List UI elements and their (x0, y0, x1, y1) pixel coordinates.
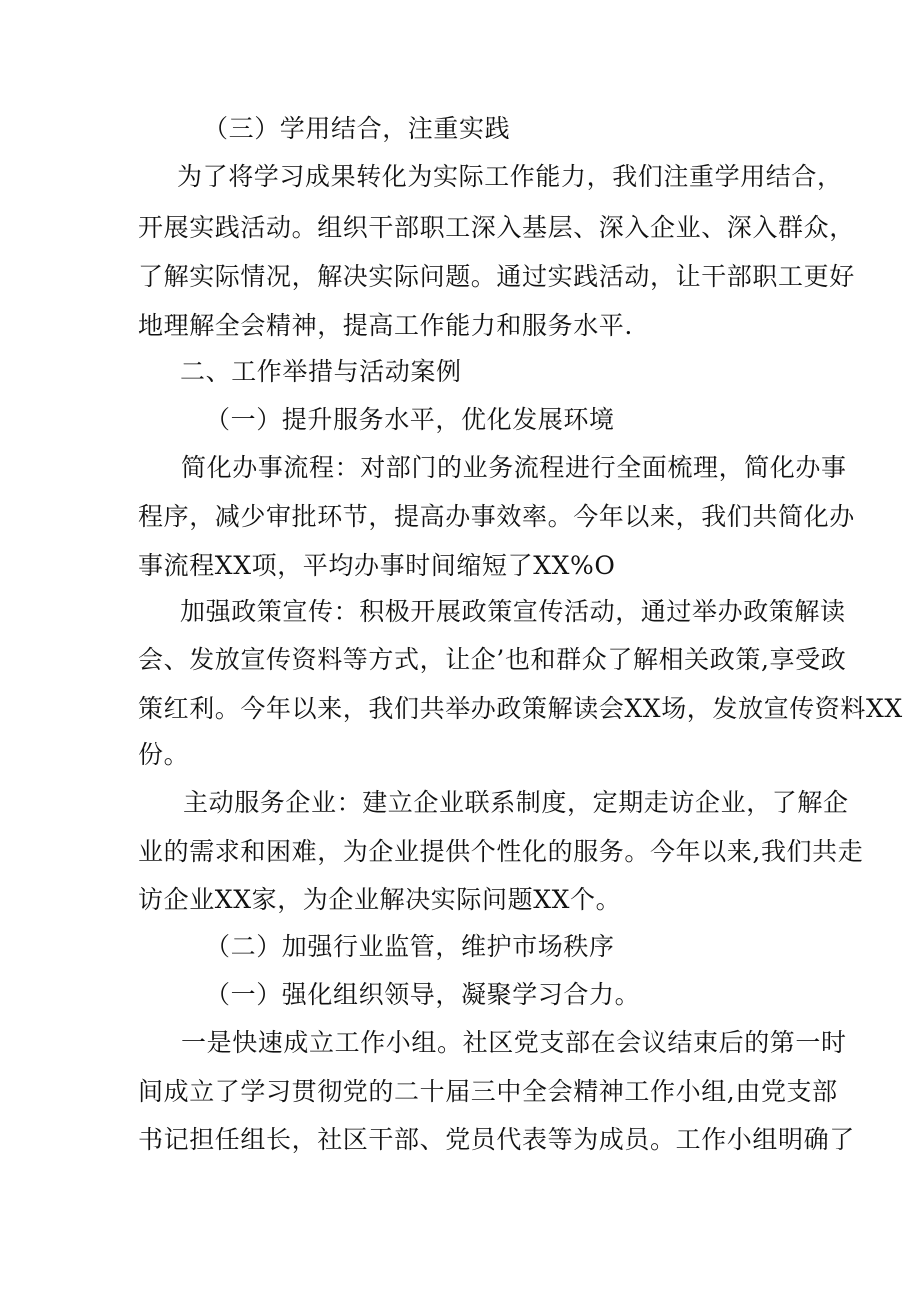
paragraph-line: 主动服务企业：建立企业联系制度，定期走访企业，了解企 (183, 788, 849, 817)
paragraph-line: 地理解全会精神，提高工作能力和服务水平. (138, 311, 633, 340)
paragraph-line: 了解实际情况，解决实际问题。通过实践活动，让干部职工更好 (138, 262, 855, 291)
subheading-service-level: （一）提升服务水平，优化发展环境 (205, 405, 615, 434)
section-heading-measures: 二、工作举措与活动案例 (180, 357, 462, 386)
paragraph-line: 访企业XX家，为企业解决实际问题XX个。 (138, 885, 622, 914)
subheading-organization-leadership: （一）强化组织领导，凝聚学习合力。 (205, 980, 641, 1009)
paragraph-line: 业的需求和困难，为企业提供个性化的服务。今年以来,我们共走 (138, 837, 864, 866)
subheading-industry-supervision: （二）加强行业监管，维护市场秩序 (205, 932, 615, 961)
paragraph-line: 书记担任组长，社区干部、党员代表等为成员。工作小组明确了 (138, 1125, 855, 1154)
paragraph-line: 策红利。今年以来，我们共举办政策解读会XX场，发放宣传资料XX (138, 694, 903, 723)
paragraph-line: 简化办事流程：对部门的业务流程进行全面梳理，简化办事 (181, 453, 847, 482)
subheading-learning-practice: （三）学用结合，注重实践 (203, 114, 511, 143)
paragraph-line: 事流程XX项，平均办事时间缩短了XX%O (138, 551, 616, 580)
paragraph-line: 加强政策宣传：积极开展政策宣传活动，通过举办政策解读 (180, 597, 846, 626)
paragraph-line: 份。 (138, 740, 190, 769)
paragraph-line: 会、发放宣传资料等方式，让企’也和群众了解相关政策,享受政 (138, 645, 847, 674)
paragraph-line: 间成立了学习贯彻党的二十届三中全会精神工作小组,由党支部 (138, 1077, 838, 1106)
paragraph-line: 程序，减少审批环节，提高办事效率。今年以来，我们共简化办 (138, 502, 855, 531)
paragraph-line: 一是快速成立工作小组。社区党支部在会议结束后的第一时 (181, 1028, 847, 1057)
paragraph-line: 开展实践活动。组织干部职工深入基层、深入企业、深入群众， (138, 213, 855, 242)
paragraph-line: 为了将学习成果转化为实际工作能力，我们注重学用结合， (177, 162, 843, 191)
